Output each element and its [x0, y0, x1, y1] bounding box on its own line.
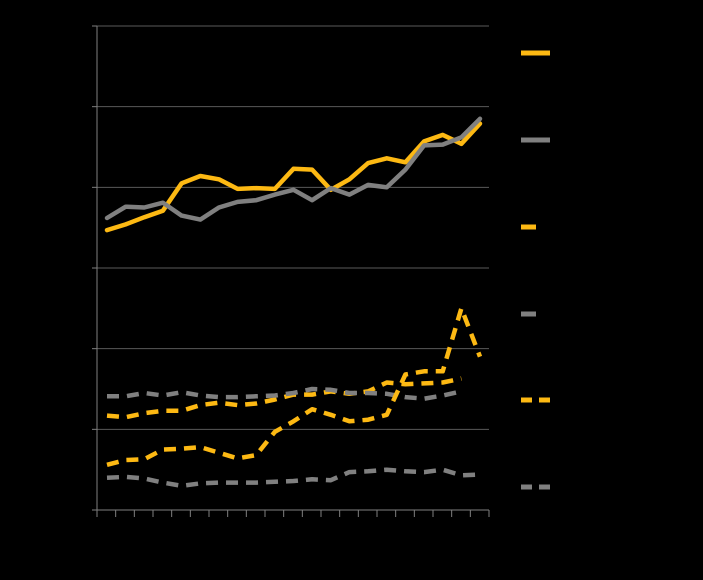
- legend: [521, 53, 550, 487]
- series-line-1: [107, 124, 480, 231]
- series-line-5: [107, 308, 480, 465]
- series-line-4: [107, 389, 461, 399]
- series-group: [107, 119, 480, 486]
- series-line-6: [107, 470, 480, 486]
- axes: [92, 26, 489, 517]
- gridlines: [97, 26, 489, 429]
